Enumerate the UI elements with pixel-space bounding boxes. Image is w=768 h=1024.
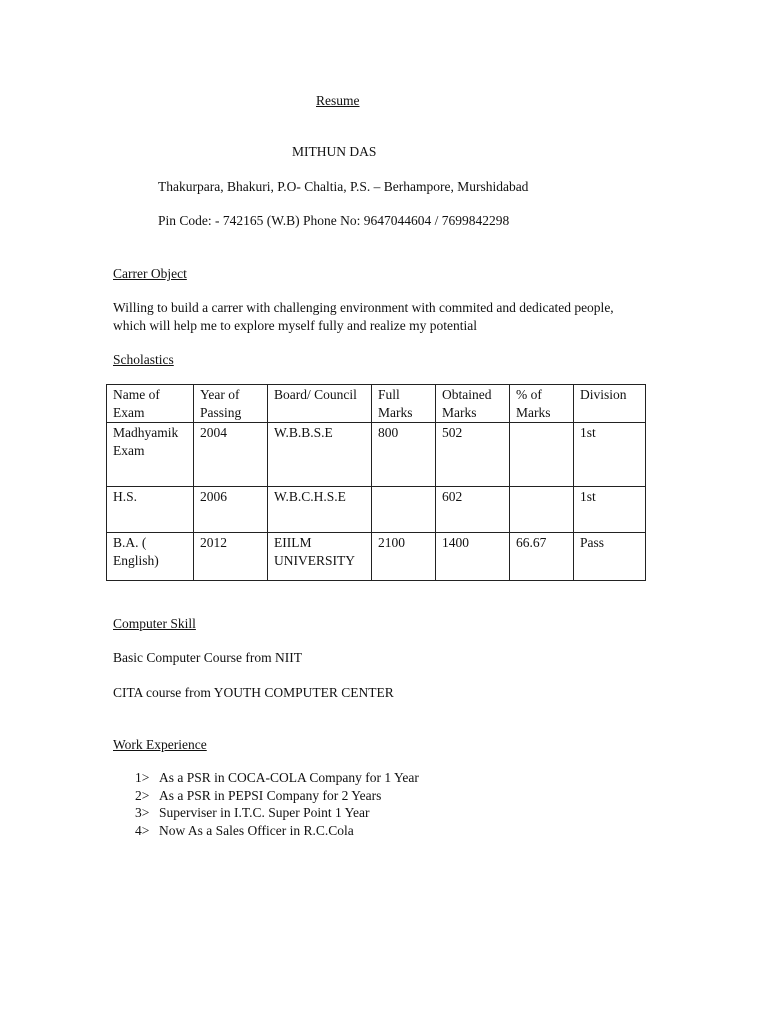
table-header-row	[107, 385, 646, 423]
computer-skill-heading: Computer Skill	[113, 616, 196, 631]
table-cell: 1st	[574, 423, 646, 487]
list-item	[135, 769, 419, 787]
address-line: Thakurpara, Bhakuri, P.O- Chaltia, P.S. – Berhampore, Murshidabad	[158, 179, 529, 194]
table-cell: W.B.C.H.S.E	[268, 487, 372, 533]
table-cell	[510, 423, 574, 487]
header-cell: Division	[574, 385, 646, 423]
candidate-name: MITHUN DAS	[292, 144, 377, 159]
header-cell: Obtained Marks	[436, 385, 510, 423]
scholastics-table	[106, 384, 646, 581]
skill-item: Basic Computer Course from NIIT	[113, 650, 302, 665]
table-cell	[372, 487, 436, 533]
list-number: 4>	[135, 822, 150, 838]
list-text: Superviser in I.T.C. Super Point 1 Year	[159, 805, 370, 820]
list-text: As a PSR in COCA-COLA Company for 1 Year	[159, 770, 419, 785]
list-text: Now As a Sales Officer in R.C.Cola	[159, 822, 354, 838]
table-cell: 2006	[194, 487, 268, 533]
table-cell: Madhyamik Exam	[107, 423, 194, 487]
table-cell: 800	[372, 423, 436, 487]
document-title: Resume	[316, 93, 360, 108]
table-cell: 502	[436, 423, 510, 487]
table-cell: 66.67	[510, 533, 574, 581]
career-heading: Carrer Object	[113, 266, 187, 281]
work-experience-heading: Work Experience	[113, 737, 207, 752]
table-cell: Pass	[574, 533, 646, 581]
header-cell: Full Marks	[372, 385, 436, 423]
table-cell: H.S.	[107, 487, 194, 533]
table-cell: EIILM UNIVERSITY	[268, 533, 372, 581]
table-cell: 1st	[574, 487, 646, 533]
contact-line: Pin Code: - 742165 (W.B) Phone No: 9647044604 / 7699842298	[158, 213, 510, 228]
table-row	[107, 487, 646, 533]
table-cell: 1400	[436, 533, 510, 581]
table-cell: 2004	[194, 423, 268, 487]
list-text: As a PSR in PEPSI Company for 2 Years	[159, 787, 382, 803]
list-item	[135, 787, 419, 805]
table-cell: W.B.B.S.E	[268, 423, 372, 487]
skill-item: CITA course from YOUTH COMPUTER CENTER	[113, 685, 394, 700]
list-number: 3>	[135, 805, 150, 820]
table-cell: B.A. ( English)	[107, 533, 194, 581]
list-item	[135, 822, 419, 840]
scholastics-heading: Scholastics	[113, 352, 174, 367]
header-cell: Year of Passing	[194, 385, 268, 423]
header-cell: Name of Exam	[107, 385, 194, 423]
list-item	[135, 804, 419, 822]
table-cell	[510, 487, 574, 533]
table-cell: 2100	[372, 533, 436, 581]
header-cell: Board/ Council	[268, 385, 372, 423]
career-objective-text: Willing to build a carrer with challenging environment with commited and dedicated people, which will help me to explore myself fully and realize my potential	[113, 300, 614, 333]
work-experience-list	[135, 769, 419, 839]
table-row	[107, 533, 646, 581]
header-cell: % of Marks	[510, 385, 574, 423]
table-cell: 602	[436, 487, 510, 533]
table-row	[107, 423, 646, 487]
list-number: 2>	[135, 787, 150, 803]
list-number: 1>	[135, 770, 150, 785]
table-cell: 2012	[194, 533, 268, 581]
